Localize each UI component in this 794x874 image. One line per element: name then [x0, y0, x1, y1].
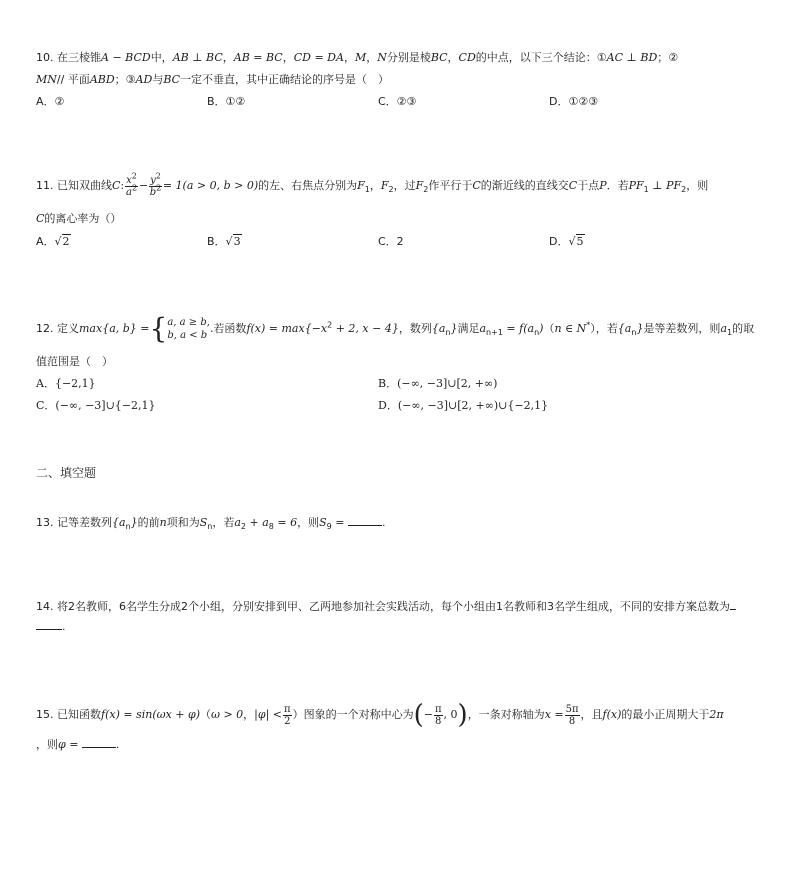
numerator: π — [284, 703, 291, 715]
math: F — [357, 179, 365, 192]
math: MN — [36, 73, 57, 86]
text: // 平面 — [56, 73, 90, 86]
text: ；③ — [114, 73, 136, 86]
math: BC — [163, 73, 181, 86]
text: ， — [447, 51, 459, 64]
text: : — [120, 179, 125, 192]
text: ， — [282, 51, 294, 64]
radicand: 5 — [576, 235, 584, 248]
option-label: B． — [207, 235, 226, 248]
math: S — [199, 516, 208, 529]
answer-blank[interactable] — [730, 609, 736, 610]
case: a, a ≥ b, — [167, 317, 210, 328]
question-15-line-1: 15. 已知函数f(x) = sin(ωx + φ)（ω > 0，|φ| < $\frac{\pi}{2}$ ）图象的一个对称中心为(− $\frac{\pi}{8}$ , 0)，一条对称轴为x = $\frac{5\pi}{8}$ ，且f(x)的最小正周期大于2π — [36, 700, 724, 730]
text: ），若 — [590, 322, 618, 335]
question-10-line-1 — [36, 49, 678, 65]
math: BC — [430, 51, 448, 64]
math: F — [380, 179, 389, 192]
question-11-line-1: 11. 已知双曲线C: $\frac{x^2}{a^2}$ − $\frac{y^2}{b^2}$ = 1(a > 0, b > 0)的左、右焦点分别为$F_1$，$F_2$，过$F_2$作平行于C的渐近线的直线交C于点P．若$PF_1$ ⊥ $PF_2$，则 — [36, 171, 709, 198]
math: + 2, x − 4} — [332, 322, 399, 335]
text: 是等差数列，则 — [643, 322, 721, 335]
math: = 1(a > 0, b > 0) — [162, 179, 259, 192]
fraction-5pi-8 — [565, 704, 580, 727]
math: f(x) = max{−x — [246, 322, 328, 335]
text: 在三棱锥 — [57, 51, 101, 64]
var: x — [126, 174, 132, 186]
text: （ — [543, 322, 555, 335]
text: 的最小正周期大于 — [621, 708, 710, 721]
text: ，则 — [686, 179, 709, 192]
math: = — [331, 516, 348, 529]
fraction-x2-a2: $\frac{x^2}{a^2}$ — [125, 171, 138, 198]
option-b[interactable]: B．①② — [207, 95, 246, 108]
math: P — [599, 179, 607, 192]
math: φ = — [58, 738, 82, 751]
text: ， — [366, 51, 378, 64]
math: a — [720, 322, 727, 335]
denominator: 8 — [568, 715, 576, 727]
math: {a — [431, 322, 446, 335]
math: x = — [544, 708, 564, 721]
var: b — [149, 186, 157, 198]
math: ω > 0 — [210, 708, 244, 721]
text: 的离心率为（） — [44, 212, 122, 225]
math: n — [159, 516, 167, 529]
math: C — [472, 179, 481, 192]
text: ， — [243, 708, 255, 721]
fraction-pi-2 — [283, 704, 292, 727]
math: AC ⊥ BD — [606, 51, 658, 64]
question-14-line-2 — [36, 620, 66, 633]
option-c[interactable]: C．(−∞, −3]∪{−2,1} — [36, 399, 156, 412]
var: y — [150, 174, 156, 186]
option-a[interactable]: A．② — [36, 95, 65, 108]
text: ， — [343, 51, 355, 64]
math: , 0 — [443, 708, 458, 721]
math: − — [423, 708, 433, 721]
question-number: 10. — [36, 51, 54, 64]
option-b[interactable]: B．(−∞, −3]∪[2, +∞) — [378, 377, 498, 390]
text: 的前 — [137, 516, 160, 529]
math: CD = DA — [293, 51, 344, 64]
question-11-line-2 — [36, 210, 121, 226]
math: a — [234, 516, 241, 529]
text: ，一条对称轴为 — [467, 708, 545, 721]
math: } — [636, 322, 644, 335]
question-number: 15. — [36, 708, 54, 721]
text: 与 — [152, 73, 164, 86]
text: . — [115, 738, 120, 751]
question-number: 11. — [36, 179, 54, 192]
option-label: D． — [549, 235, 569, 248]
question-10-line-2 — [36, 71, 389, 87]
math: AD — [135, 73, 153, 86]
option-c[interactable]: C．2 — [378, 235, 404, 248]
text: . — [381, 516, 386, 529]
text: ，过 — [393, 179, 416, 192]
math: C — [112, 179, 121, 192]
option-d[interactable] — [549, 233, 585, 249]
math: {a — [617, 322, 632, 335]
text: ， — [222, 51, 234, 64]
math: {a — [112, 516, 126, 529]
question-13: 13. 记等差数列$\{a_n\}$的前n项和为$S_n$，若$a_2 + a_8 = 6$，则$S_9$ = . — [36, 516, 386, 532]
math: PF — [628, 179, 644, 192]
math: n ∈ N — [554, 322, 587, 335]
answer-blank[interactable] — [348, 525, 382, 526]
text: 定义 — [57, 322, 79, 335]
math: a — [479, 322, 487, 335]
math: = 6 — [273, 516, 298, 529]
text: ）图象的一个对称中心为 — [292, 708, 414, 721]
text: 作平行于 — [428, 179, 473, 192]
sqrt: √5 — [568, 235, 584, 248]
fraction-y2-b2: $\frac{y^2}{b^2}$ — [149, 171, 162, 198]
math: AB = BC — [233, 51, 283, 64]
text: 的取 — [732, 322, 755, 335]
text: ，若 — [212, 516, 235, 529]
option-a[interactable]: A．{−2,1} — [36, 377, 96, 390]
sqrt: √3 — [225, 235, 241, 248]
question-12-line-1: 12. 定义max{a, b} = { a, a ≥ b, b, a < b .若函数$f(x) = \max\{-x^2 + 2$, x − 4}，数列$\{a_n\}$满足$a_{n+1} = f(a_n)(n$ ∈ N*），若$\{a_n\}$是等差数列，则$a_1$的取 — [36, 312, 755, 345]
question-number: 12. — [36, 322, 54, 335]
question-15-line-2 — [36, 736, 119, 752]
text: 于点 — [577, 179, 600, 192]
text: ；② — [657, 51, 679, 64]
case: b, a < b — [167, 330, 208, 341]
math: ABD — [89, 73, 115, 86]
math: = f(a — [502, 322, 535, 335]
text: 满足 — [457, 322, 480, 335]
numerator: 5π — [565, 703, 579, 715]
text: ， — [369, 179, 381, 192]
question-12-line-2: 值范围是（ ） — [36, 355, 113, 368]
math: M — [354, 51, 367, 64]
text: . — [62, 620, 66, 633]
option-d[interactable]: D．(−∞, −3]∪[2, +∞)∪{−2,1} — [378, 399, 549, 412]
denominator: 8 — [435, 715, 442, 727]
radicand: 3 — [233, 235, 241, 248]
text: 分别是棱 — [386, 51, 431, 64]
answer-blank-continued[interactable] — [36, 629, 62, 630]
option-c[interactable]: C．②③ — [378, 95, 417, 108]
math: f(x) — [602, 708, 622, 721]
numerator: π — [434, 703, 442, 715]
text: ，且 — [580, 708, 603, 721]
math: max{a, b} = — [79, 322, 150, 335]
question-number: 13. — [36, 516, 54, 529]
math: C — [568, 179, 578, 192]
text: 中， — [150, 51, 173, 64]
text: .若函数 — [209, 322, 247, 335]
answer-blank[interactable] — [82, 747, 116, 748]
text: 将2名教师，6名学生分成2个小组，分别安排到甲、乙两地参加社会实践活动，每个小组由1名教师和3名学生组成，不同的安排方案总数为 — [57, 600, 730, 613]
math: F — [415, 179, 424, 192]
text: （ — [199, 708, 211, 721]
text: 记等差数列 — [57, 516, 112, 529]
text: ，数列 — [398, 322, 432, 335]
math: 2π — [709, 708, 724, 721]
math: } — [450, 322, 458, 335]
math: A − BCD — [101, 51, 151, 64]
question-14-line-1 — [36, 598, 736, 614]
text: 的左、右焦点分别为 — [258, 179, 358, 192]
math: C — [36, 212, 45, 225]
section-heading: 二、填空题 — [36, 466, 97, 480]
text: 一定不垂直，其中正确结论的序号是（ ） — [180, 73, 390, 86]
text: 已知函数 — [57, 708, 101, 721]
option-label: A． — [36, 235, 55, 248]
text: ．若 — [606, 179, 629, 192]
text: ，则 — [36, 738, 58, 751]
math: + a — [246, 516, 269, 529]
piecewise-brace: { a, a ≥ b, b, a < b — [149, 312, 210, 345]
math: AB ⊥ BC — [172, 51, 223, 64]
math: } — [130, 516, 138, 529]
math: |φ| < — [254, 708, 282, 721]
question-number: 14. — [36, 600, 54, 613]
text: 项和为 — [166, 516, 200, 529]
option-d[interactable]: D．①②③ — [549, 95, 599, 108]
option-a[interactable] — [36, 233, 71, 249]
text: 的中点，以下三个结论：① — [475, 51, 607, 64]
radicand: 2 — [62, 235, 70, 248]
math: S — [319, 516, 327, 529]
var: a — [125, 186, 132, 198]
math: f(x) = sin(ωx + φ) — [101, 708, 200, 721]
denominator: 2 — [284, 715, 291, 727]
text: 的渐近线的直线交 — [480, 179, 569, 192]
math: PF — [666, 179, 682, 192]
math: CD — [458, 51, 476, 64]
text: ，则 — [297, 516, 320, 529]
math: ⊥ — [648, 179, 667, 192]
sqrt: √2 — [54, 235, 70, 248]
math: N — [377, 51, 387, 64]
text: 已知双曲线 — [57, 179, 112, 192]
option-b[interactable] — [207, 233, 242, 249]
math: ) — [539, 322, 544, 335]
fraction-pi-8 — [434, 704, 443, 727]
